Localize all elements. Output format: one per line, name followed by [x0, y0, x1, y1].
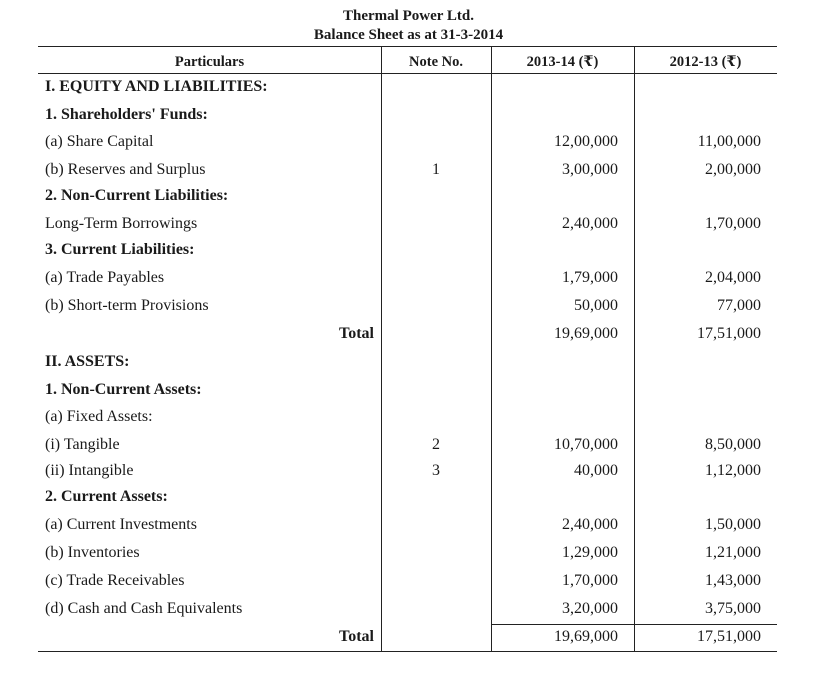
row-label: (a) Fixed Assets:: [45, 408, 153, 425]
row-label: (i) Tangible: [45, 436, 120, 453]
row-label: (c) Trade Receivables: [45, 572, 185, 589]
row-label: (b) Inventories: [45, 544, 140, 561]
previous-value: 2,04,000: [705, 269, 761, 286]
previous-value: 3,75,000: [705, 600, 761, 617]
row-label: II. ASSETS:: [45, 353, 130, 370]
row-label: (d) Cash and Cash Equivalents: [45, 600, 243, 617]
row-label: (a) Trade Payables: [45, 269, 165, 286]
row-label: Long-Term Borrowings: [45, 215, 198, 232]
table-row: [0, 102, 817, 128]
previous-value: 2,00,000: [705, 161, 761, 178]
total-label: Total: [339, 325, 374, 342]
current-total: 19,69,000: [554, 325, 618, 342]
table-top-rule: [38, 46, 777, 47]
previous-value: 8,50,000: [705, 436, 761, 453]
table-bottom-rule: [38, 651, 777, 652]
previous-total: 17,51,000: [697, 325, 761, 342]
current-value: 3,20,000: [562, 600, 618, 617]
row-label: 3. Current Liabilities:: [45, 241, 195, 258]
current-value: 1,29,000: [562, 544, 618, 561]
current-value: 10,70,000: [554, 436, 618, 453]
current-value: 40,000: [574, 462, 618, 479]
note-number: 3: [432, 462, 440, 479]
row-label: (b) Short-term Provisions: [45, 297, 209, 314]
table-row: [0, 211, 817, 237]
previous-value: 1,43,000: [705, 572, 761, 589]
current-value: 2,40,000: [562, 516, 618, 533]
table-row: [0, 129, 817, 155]
table-row: [0, 293, 817, 319]
table-row: [0, 349, 817, 375]
previous-value: 1,70,000: [705, 215, 761, 232]
previous-value: 1,12,000: [705, 462, 761, 479]
company-name: Thermal Power Ltd.: [343, 8, 474, 24]
row-label: 2. Current Assets:: [45, 488, 168, 505]
previous-value: 77,000: [717, 297, 761, 314]
statement-title: Balance Sheet as at 31-3-2014: [313, 27, 504, 43]
note-number: 2: [432, 436, 440, 453]
row-label: 2. Non-Current Liabilities:: [45, 187, 229, 204]
row-label: I. EQUITY AND LIABILITIES:: [45, 78, 268, 95]
header-particulars: Particulars: [174, 54, 245, 70]
note-number: 1: [432, 161, 440, 178]
table-row: [0, 74, 817, 100]
current-value: 3,00,000: [562, 161, 618, 178]
table-row: [0, 157, 817, 183]
previous-total: 17,51,000: [697, 628, 761, 645]
table-row: [0, 183, 817, 209]
current-total: 19,69,000: [554, 628, 618, 645]
current-value: 50,000: [574, 297, 618, 314]
table-row: [0, 458, 817, 484]
row-label: (b) Reserves and Surplus: [45, 161, 206, 178]
table-row: [0, 237, 817, 263]
table-row: [0, 404, 817, 430]
table-row: [0, 596, 817, 622]
table-row: [0, 265, 817, 291]
row-label: (a) Current Investments: [45, 516, 197, 533]
current-value: 12,00,000: [554, 133, 618, 150]
header-note-no: Note No.: [409, 54, 463, 70]
previous-value: 11,00,000: [697, 133, 761, 150]
total-row-assets: [0, 624, 817, 650]
total-row-liabilities: [0, 321, 817, 347]
current-value: 2,40,000: [562, 215, 618, 232]
previous-value: 1,50,000: [705, 516, 761, 533]
row-label: 1. Non-Current Assets:: [45, 381, 202, 398]
total-label: Total: [339, 628, 374, 645]
current-value: 1,70,000: [562, 572, 618, 589]
header-current-year: 2013-14 (₹): [526, 54, 599, 70]
previous-value: 1,21,000: [705, 544, 761, 561]
current-value: 1,79,000: [562, 269, 618, 286]
table-row: [0, 568, 817, 594]
header-previous-year: 2012-13 (₹): [669, 54, 742, 70]
table-row: [0, 540, 817, 566]
table-row: [0, 432, 817, 458]
table-row: [0, 377, 817, 403]
table-row: [0, 484, 817, 510]
row-label: 1. Shareholders' Funds:: [45, 106, 208, 123]
table-row: [0, 512, 817, 538]
row-label: (a) Share Capital: [45, 133, 154, 150]
row-label: (ii) Intangible: [45, 462, 134, 479]
